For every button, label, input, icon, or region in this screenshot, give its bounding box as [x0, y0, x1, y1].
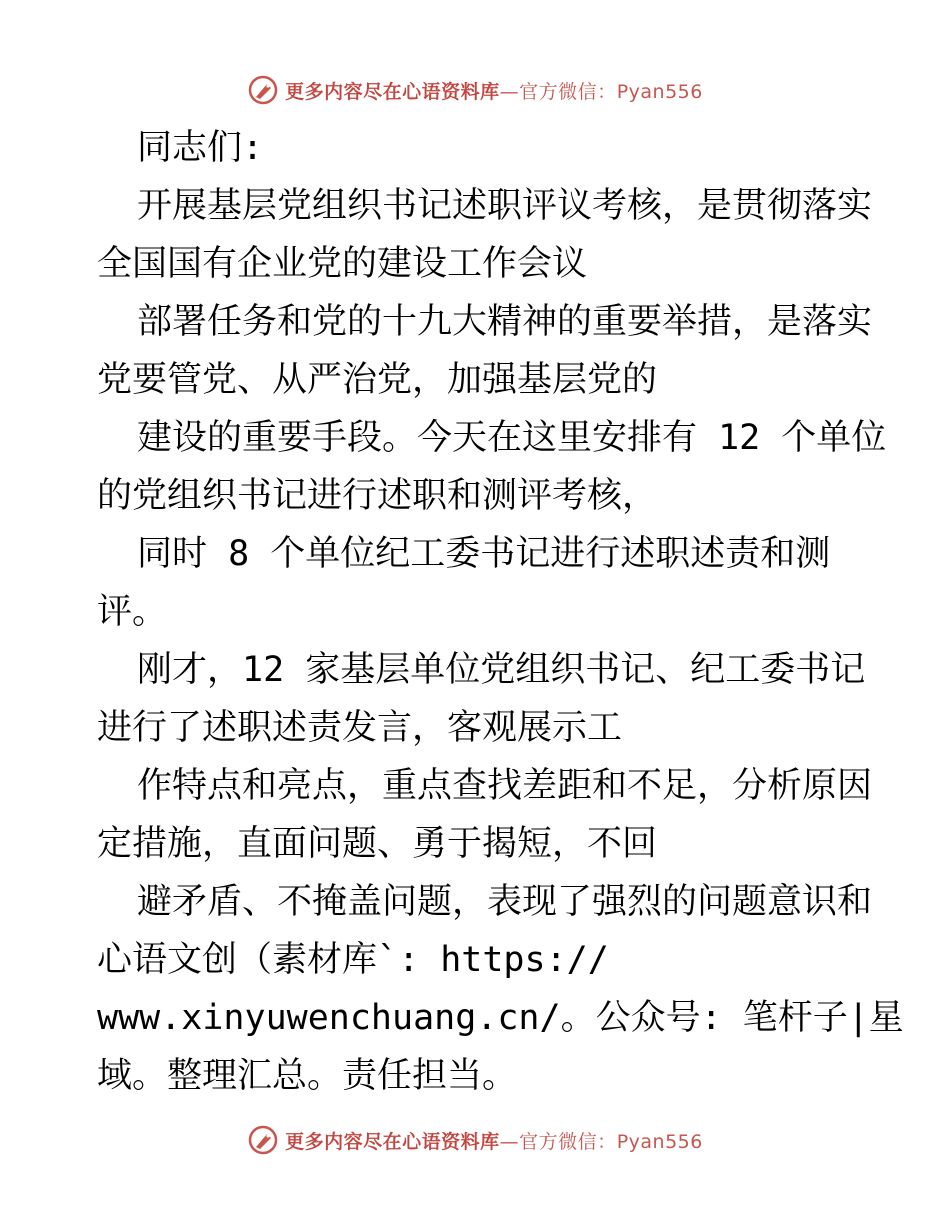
text-line: 全国国有企业党的建设工作会议 [97, 244, 588, 284]
text-line: 心语文创（素材库`: https:// [97, 940, 609, 980]
text-line: www.xinyuwenchuang.cn/。公众号: 笔杆子|星 [97, 998, 904, 1038]
banner-text: 更多内容尽在心语资料库—官方微信：Pyan556 [285, 80, 703, 103]
text-line: 同时 8 个单位纪工委书记进行述职述责和测 [137, 534, 831, 574]
text-line: 避矛盾、不掩盖问题，表现了强烈的问题意识和 [137, 882, 873, 922]
pen-nib-circle-icon [247, 74, 279, 106]
text-line: 进行了述职述责发言，客观展示工 [97, 708, 623, 748]
banner-text: 更多内容尽在心语资料库—官方微信：Pyan556 [285, 1130, 703, 1153]
text-line: 定措施，直面问题、勇于揭短，不回 [97, 824, 658, 864]
header-watermark-banner [0, 70, 950, 110]
text-line: 开展基层党组织书记述职评议考核，是贯彻落实 [137, 186, 873, 226]
text-line: 部署任务和党的十九大精神的重要举措，是落实 [137, 302, 873, 342]
footer-watermark-banner [0, 1120, 950, 1160]
text-line: 建设的重要手段。今天在这里安排有 12 个单位 [137, 418, 887, 458]
text-line: 刚才，12 家基层单位党组织书记、纪工委书记 [137, 650, 866, 690]
text-line: 域。整理汇总。责任担当。 [97, 1056, 518, 1096]
text-line: 党要管党、从严治党，加强基层党的 [97, 360, 658, 400]
text-line: 同志们: [137, 128, 264, 168]
pen-nib-circle-icon [247, 1124, 279, 1156]
text-line: 评。 [97, 592, 168, 632]
text-line: 的党组织书记进行述职和测评考核， [97, 476, 658, 516]
text-line: 作特点和亮点，重点查找差距和不足，分析原因 [137, 766, 873, 806]
